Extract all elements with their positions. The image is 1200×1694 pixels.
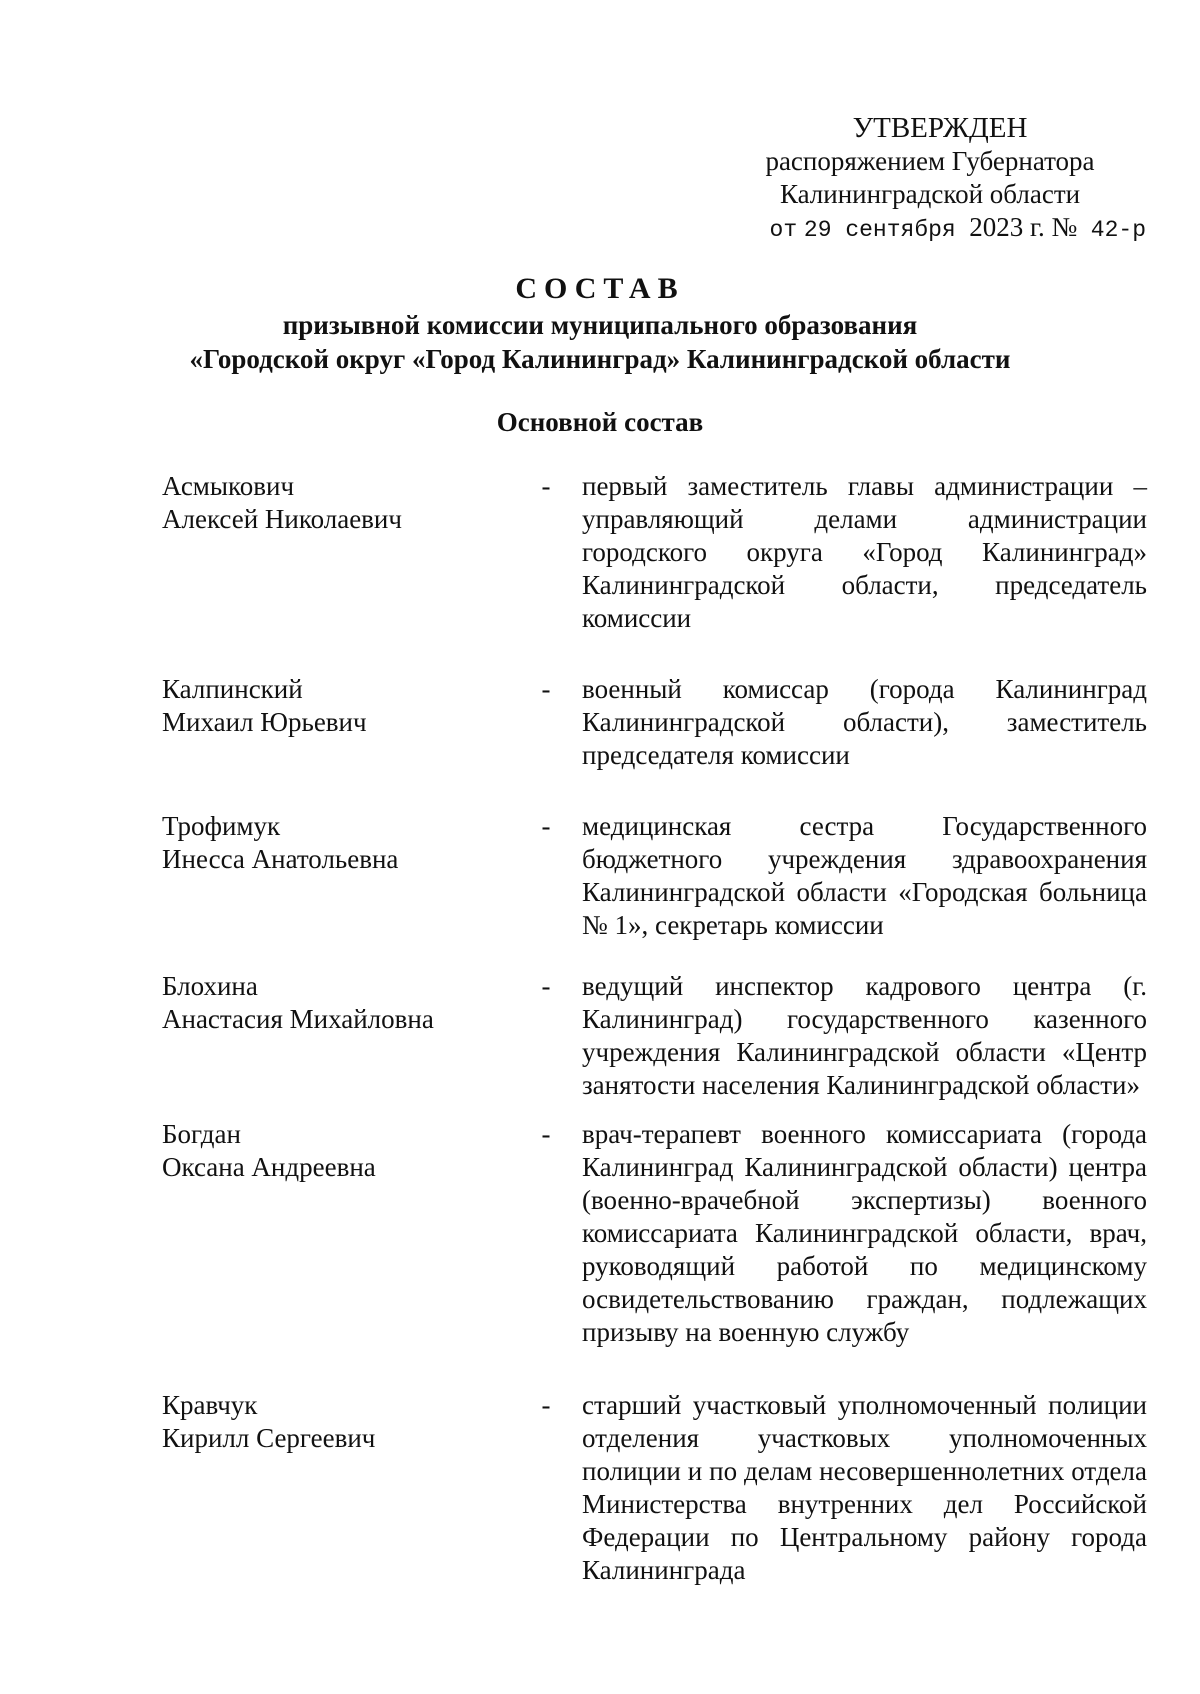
title-line-2: «Городской округ «Город Калининград» Калининградской области (189, 344, 1011, 374)
member-given-names: Алексей Николаевич (162, 504, 402, 534)
member-surname: Асмыкович (162, 471, 295, 501)
approval-date-prefix: от (769, 217, 798, 243)
member-row (162, 970, 1147, 1102)
member-dash: - (541, 471, 551, 501)
member-name (162, 1389, 522, 1455)
member-surname: Калпинский (162, 674, 303, 704)
approval-line-1: распоряжением Губернатора (765, 146, 1095, 176)
document-title (0, 272, 1200, 376)
member-surname: Блохина (162, 971, 258, 1001)
member-name (162, 1118, 522, 1184)
member-surname: Кравчук (162, 1390, 258, 1420)
member-role: старший участковый уполномоченный полиции отделения участковых уполномоченных полиции и по делам несовершеннолетних отдела Министерства внутренних дел Российской Федерации по Центральному району города Калининграда (582, 1390, 1147, 1585)
member-role: медицинская сестра Государственного бюджетного учреждения здравоохранения Калининградской области «Городская больница № 1», секретарь комиссии (582, 811, 1147, 940)
member-given-names: Анастасия Михайловна (162, 1004, 434, 1034)
approval-date-line (700, 211, 1160, 247)
member-role: ведущий инспектор кадрового центра (г. Калининград) государственного казенного учреждения Калининградской области «Центр занятости населения Калининградской области» (582, 971, 1147, 1100)
member-dash: - (541, 674, 551, 704)
members-list (162, 470, 1147, 1587)
member-role: военный комиссар (города Калининград Калининградской области), заместитель председателя комиссии (582, 674, 1147, 770)
title-line-1: призывной комиссии муниципального образования (282, 310, 918, 340)
approval-number-value: 42-р (1090, 217, 1146, 243)
member-dash: - (541, 1390, 551, 1420)
member-name (162, 970, 522, 1036)
member-given-names: Инесса Анатольевна (162, 844, 399, 874)
approval-block (700, 112, 1160, 247)
member-row (162, 673, 1147, 772)
member-dash: - (541, 1119, 551, 1149)
member-dash: - (541, 811, 551, 841)
member-row (162, 470, 1147, 635)
title-main: СОСТАВ (515, 272, 685, 305)
approval-year: 2023 г. (969, 212, 1045, 242)
member-surname: Трофимук (162, 811, 281, 841)
approval-stamp-word: УТВЕРЖДЕН (852, 112, 1028, 144)
member-name (162, 470, 522, 536)
member-row (162, 810, 1147, 942)
member-dash: - (541, 971, 551, 1001)
approval-number-sign: № (1051, 212, 1078, 242)
member-surname: Богдан (162, 1119, 241, 1149)
member-given-names: Оксана Андреевна (162, 1152, 376, 1182)
member-name (162, 673, 522, 739)
member-role: врач-терапевт военного комиссариата (города Калининград Калининградской области) центра (военно-врачебной экспертизы) военного комиссариата Калининградской области, врач, руководящий работой по медицинскому освидетельствованию граждан, подлежащих призыву на военную службу (582, 1119, 1147, 1347)
member-row (162, 1118, 1147, 1349)
member-given-names: Кирилл Сергеевич (162, 1423, 376, 1453)
member-role: первый заместитель главы администрации – управляющий делами администрации городского округа «Город Калининград» Калининградской области, председатель комиссии (582, 471, 1147, 633)
member-name (162, 810, 522, 876)
approval-line-2: Калининградской области (779, 179, 1081, 209)
member-given-names: Михаил Юрьевич (162, 707, 367, 737)
member-row (162, 1389, 1147, 1587)
approval-date-value: 29 сентября (803, 217, 956, 243)
section-heading: Основной состав (496, 407, 704, 437)
